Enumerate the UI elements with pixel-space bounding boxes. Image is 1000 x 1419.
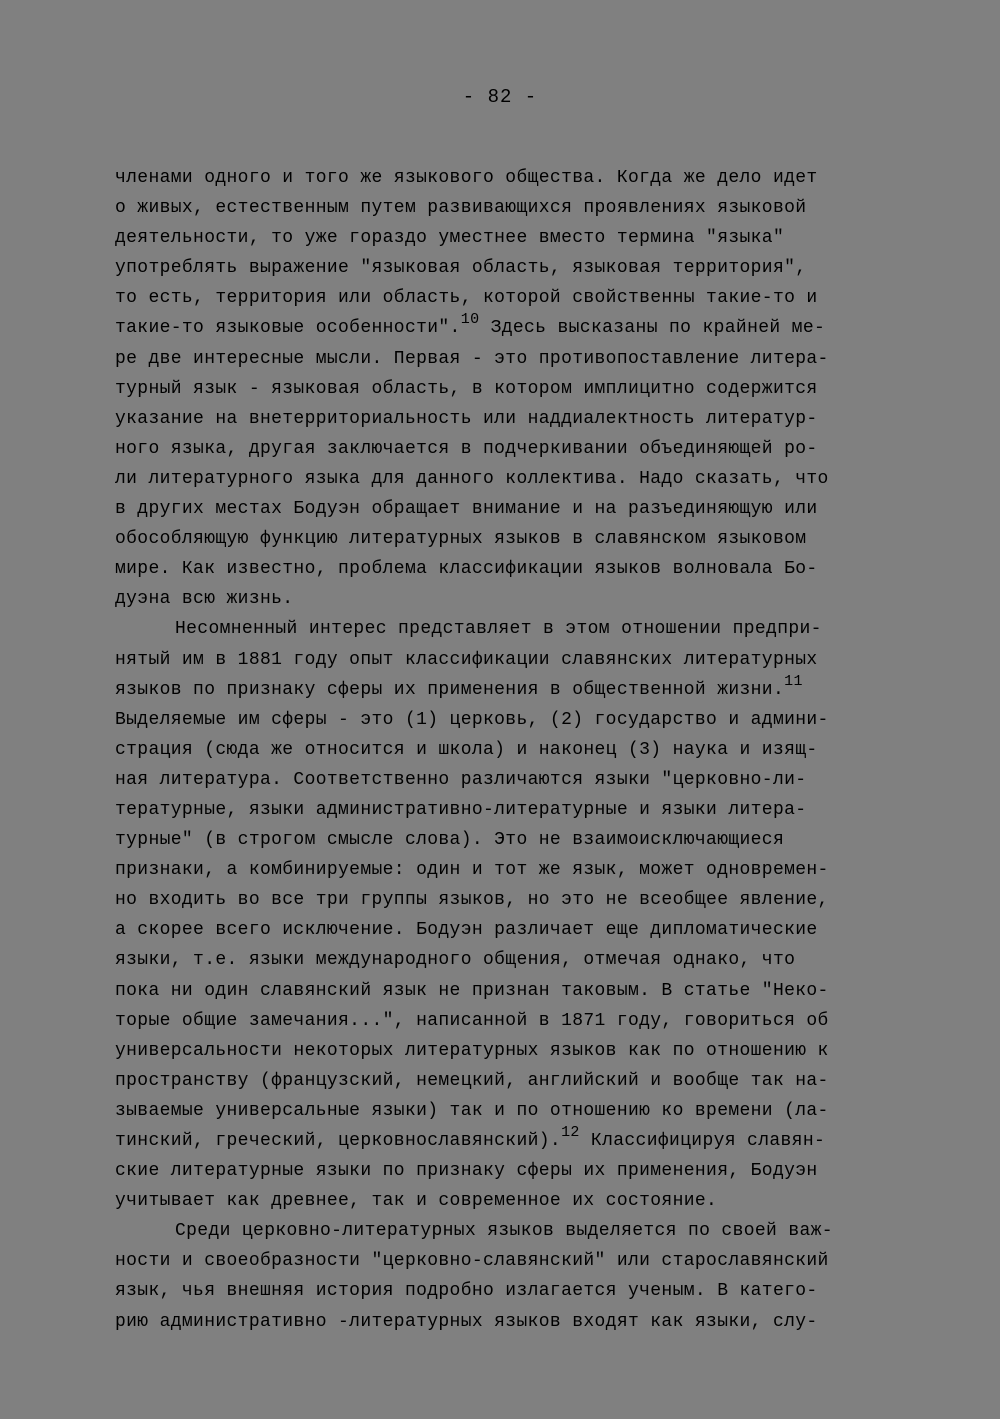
text-line-content: рию административно -литературных языков входят как языки, слу- — [115, 1311, 818, 1332]
text-line-content: мире. Как известно, проблема классификации языков волновала Бо- — [115, 559, 818, 580]
text-line — [115, 404, 905, 434]
text-line — [115, 1276, 905, 1306]
text-line — [115, 283, 905, 313]
text-line-content: язык, чья внешняя история подробно излагается ученым. В катего- — [115, 1281, 818, 1302]
text-line-content: страция (сюда же относится и школа) и наконец (3) наука и изящ- — [115, 739, 818, 760]
text-line — [115, 374, 905, 404]
text-line-content: турный язык - языковая область, в котором имплицитно содержится — [115, 378, 818, 399]
text-line-content: то есть, территория или область, которой свойственны такие-то и — [115, 288, 818, 309]
text-line — [115, 1126, 905, 1156]
text-line — [115, 554, 905, 584]
text-line — [115, 945, 905, 975]
text-line-content: обособляющую функцию литературных языков в славянском языковом — [115, 529, 807, 550]
text-line — [115, 163, 905, 193]
text-line — [115, 223, 905, 253]
text-line — [115, 915, 905, 945]
text-line-content: нятый им в 1881 году опыт классификации славянских литературных — [115, 649, 818, 670]
text-line — [115, 1186, 905, 1216]
text-line — [115, 1216, 905, 1246]
footnote-marker: 11 — [784, 672, 803, 690]
text-line-content: дуэна всю жизнь. — [115, 589, 294, 610]
text-line — [115, 313, 905, 343]
text-line-content: ная литература. Соответственно различаются языки "церковно-ли- — [115, 769, 807, 790]
text-line — [115, 494, 905, 524]
text-line-content: употреблять выражение "языковая область, языковая территория", — [115, 258, 807, 279]
text-line — [115, 253, 905, 283]
text-line-continuation: Здесь высказаны по крайней ме- — [479, 318, 826, 339]
text-line-content: ности и своеобразности "церковно-славянский" или старославянский — [115, 1251, 829, 1272]
text-line — [115, 672, 905, 705]
text-line-content: в других местах Бодуэн обращает внимание и на разъединяющую или — [115, 499, 818, 520]
text-line — [115, 1036, 905, 1066]
text-line — [115, 645, 905, 675]
text-line-content: деятельности, то уже гораздо уместнее вместо термина "языка" — [115, 228, 785, 249]
text-line — [115, 524, 905, 554]
text-line-content: зываемые универсальные языки) так и по отношению ко времени (ла- — [115, 1100, 829, 1121]
text-line-content: такие-то языковые особенности". — [115, 318, 461, 339]
text-line-content: языки, т.е. языки международного общения, отмечая однако, что — [115, 950, 796, 971]
text-line — [115, 976, 905, 1006]
text-line-content: торые общие замечания...", написанной в 1871 году, говориться об — [115, 1010, 829, 1031]
text-line — [115, 1156, 905, 1186]
body-text — [115, 163, 905, 1337]
text-line — [115, 735, 905, 765]
text-line-content: ре две интересные мысли. Первая - это противопоставление литера- — [115, 348, 829, 369]
text-line-content: тературные, языки административно-литературные и языки литера- — [115, 799, 807, 820]
text-line-continuation: Классифицируя славян- — [579, 1131, 826, 1151]
text-line — [115, 1307, 905, 1337]
text-line — [115, 705, 905, 735]
text-line-content: тинский, греческий, церковнославянский). — [115, 1131, 562, 1151]
text-line — [115, 855, 905, 885]
text-line-content: ного языка, другая заключается в подчеркивании объединяющей ро- — [115, 438, 818, 459]
text-line — [115, 795, 905, 825]
text-line-content: Несомненный интерес представляет в этом отношении предпри- — [175, 619, 822, 640]
footnote-marker: 12 — [561, 1124, 580, 1141]
text-line — [115, 1006, 905, 1036]
text-line — [115, 825, 905, 855]
text-line — [115, 1096, 905, 1126]
text-line-content: турные" (в строгом смысле слова). Это не взаимоисключающиеся — [115, 830, 785, 851]
text-line-content: Среди церковно-литературных языков выделяется по своей важ- — [175, 1221, 833, 1242]
text-line-content: указание на внетерриториальность или наддиалектность литератур- — [115, 408, 818, 429]
text-line — [115, 1066, 905, 1096]
text-line — [115, 1246, 905, 1276]
text-line — [115, 434, 905, 464]
text-line-content: пространству (французский, немецкий, английский и вообще так на- — [115, 1070, 829, 1091]
text-line-content: а скорее всего исключение. Бодуэн различает еще дипломатические — [115, 920, 818, 941]
text-line-content: языков по признаку сферы их применения в общественной жизни. — [115, 679, 785, 700]
footnote-marker: 10 — [460, 311, 480, 329]
text-line-content: Выделяемые им сферы - это (1) церковь, (2) государство и админи- — [115, 709, 829, 730]
text-line-content: учитывает как древнее, так и современное их состояние. — [115, 1191, 718, 1212]
text-line — [115, 584, 905, 614]
text-line-content: ли литературного языка для данного коллектива. Надо сказать, что — [115, 468, 829, 489]
text-line-content: признаки, а комбинируемые: один и тот же язык, может одновремен- — [115, 860, 829, 881]
text-line-content: о живых, естественным путем развивающихся проявлениях языковой — [115, 198, 807, 219]
text-line — [115, 344, 905, 374]
text-line-content: пока ни один славянский язык не признан таковым. В статье "Неко- — [115, 980, 829, 1001]
text-line-content: универсальности некоторых литературных языков как по отношению к — [115, 1040, 829, 1061]
text-line-content: но входить во все три группы языков, но это не всеобщее явление, — [115, 890, 829, 911]
text-line — [115, 885, 905, 915]
text-line — [115, 464, 905, 494]
page-number: - 82 - — [462, 86, 538, 108]
text-line — [115, 193, 905, 223]
text-line-content: ские литературные языки по признаку сферы их применения, Бодуэн — [115, 1161, 818, 1182]
text-line-content: членами одного и того же языкового общества. Когда же дело идет — [115, 168, 818, 188]
text-line — [115, 614, 905, 644]
text-line — [115, 765, 905, 795]
